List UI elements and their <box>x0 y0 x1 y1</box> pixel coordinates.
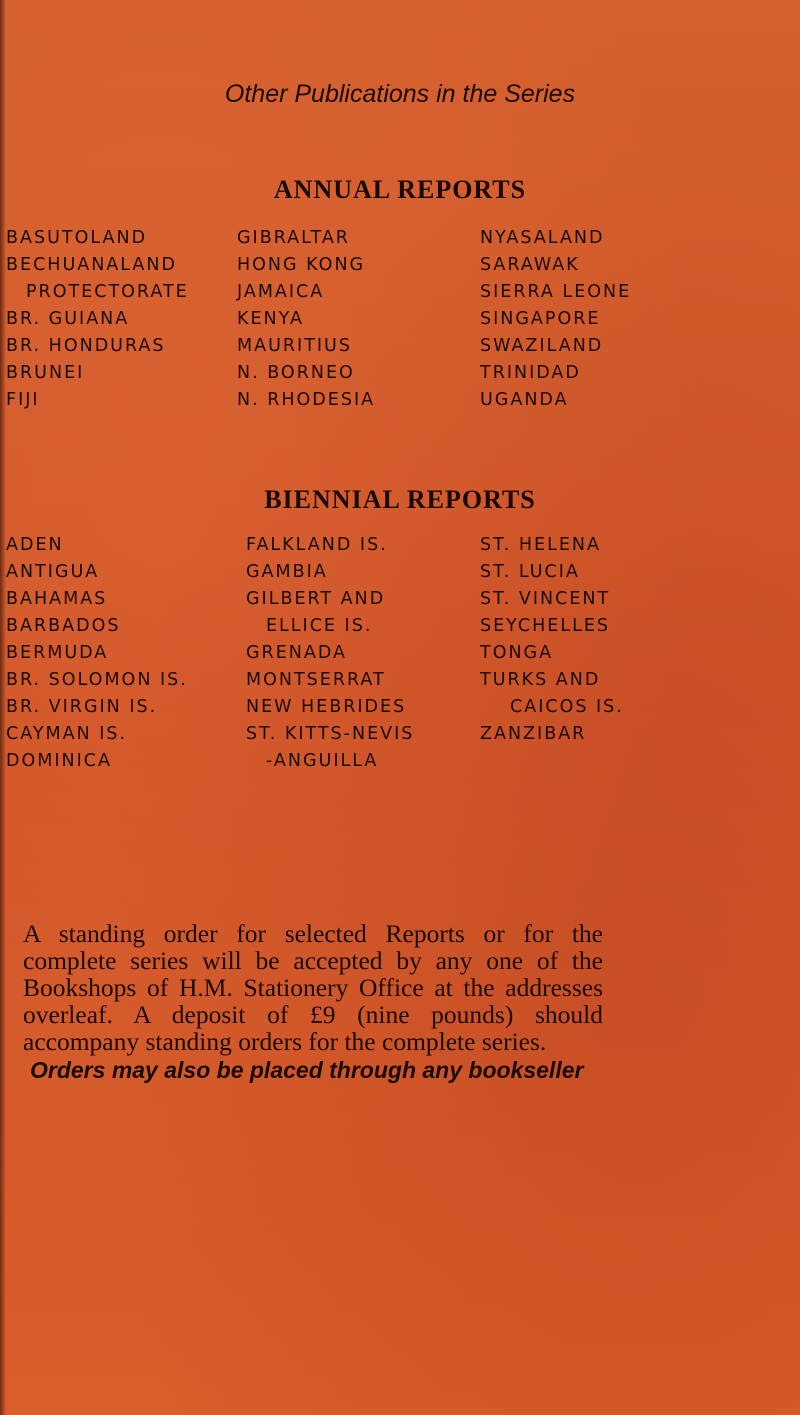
list-item: BARBADOS <box>6 616 121 636</box>
list-item: GRENADA <box>246 643 347 663</box>
list-item: -ANGUILLA <box>266 751 379 771</box>
list-item: MONTSERRAT <box>246 670 386 690</box>
list-item: BR. SOLOMON IS. <box>6 670 188 690</box>
annual-col-1 <box>6 225 189 414</box>
list-item: TONGA <box>480 643 554 663</box>
list-item: JAMAICA <box>237 282 325 302</box>
list-item: ST. VINCENT <box>480 589 611 609</box>
list-item: ST. LUCIA <box>480 562 580 582</box>
list-item: SARAWAK <box>480 255 580 275</box>
page-header: Other Publications in the Series <box>224 80 576 108</box>
annual-col-2 <box>237 225 375 414</box>
biennial-col-2 <box>246 532 414 775</box>
list-item: ELLICE IS. <box>266 616 373 636</box>
list-item: BR. HONDURAS <box>6 336 166 356</box>
list-item: NEW HEBRIDES <box>246 697 407 717</box>
list-item: BECHUANALAND <box>6 255 177 275</box>
annual-col-3 <box>480 225 631 414</box>
list-item: NYASALAND <box>480 228 605 248</box>
list-item: N. BORNEO <box>237 363 355 383</box>
list-item: TURKS AND <box>480 670 601 690</box>
annual-reports-title: ANNUAL REPORTS <box>273 175 527 204</box>
list-item: GIBRALTAR <box>237 228 350 248</box>
list-item: SINGAPORE <box>480 309 601 329</box>
list-item: CAYMAN IS. <box>6 724 128 744</box>
list-item: ST. KITTS-NEVIS <box>246 724 415 744</box>
list-item: BR. GUIANA <box>6 309 130 329</box>
list-item: GILBERT AND <box>246 589 386 609</box>
list-item: ST. HELENA <box>480 535 601 555</box>
list-item: DOMINICA <box>6 751 112 771</box>
standing-order-notice: A standing order for selected Reports or for the complete series will be accepted by any one of the Bookshops of H.M. Stationery Office at the addresses overleaf. A deposit of £9 (nine pounds) should accompany standing orders for the complete series. <box>23 919 603 1056</box>
list-item: CAICOS IS. <box>510 697 624 717</box>
list-item: UGANDA <box>480 390 569 410</box>
list-item: BRUNEI <box>6 363 85 383</box>
list-item: BASUTOLAND <box>6 228 148 248</box>
list-item: BR. VIRGIN IS. <box>6 697 158 717</box>
biennial-col-3 <box>480 532 624 748</box>
list-item: FALKLAND IS. <box>246 535 388 555</box>
biennial-reports-title: BIENNIAL REPORTS <box>264 485 536 514</box>
list-item: ANTIGUA <box>6 562 100 582</box>
list-item: SWAZILAND <box>480 336 604 356</box>
list-item: SEYCHELLES <box>480 616 610 636</box>
list-item: BAHAMAS <box>6 589 108 609</box>
list-item: BERMUDA <box>6 643 109 663</box>
list-item: ZANZIBAR <box>480 724 587 744</box>
list-item: PROTECTORATE <box>26 282 189 302</box>
list-item: KENYA <box>237 309 304 329</box>
list-item: TRINIDAD <box>480 363 581 383</box>
list-item: GAMBIA <box>246 562 328 582</box>
bookseller-note: Orders may also be placed through any bookseller <box>30 1057 584 1083</box>
list-item: HONG KONG <box>237 255 366 275</box>
list-item: MAURITIUS <box>237 336 352 356</box>
list-item: SIERRA LEONE <box>480 282 632 302</box>
list-item: N. RHODESIA <box>237 390 376 410</box>
list-item: FIJI <box>6 390 40 410</box>
list-item: ADEN <box>6 535 64 555</box>
biennial-col-1 <box>6 532 188 775</box>
